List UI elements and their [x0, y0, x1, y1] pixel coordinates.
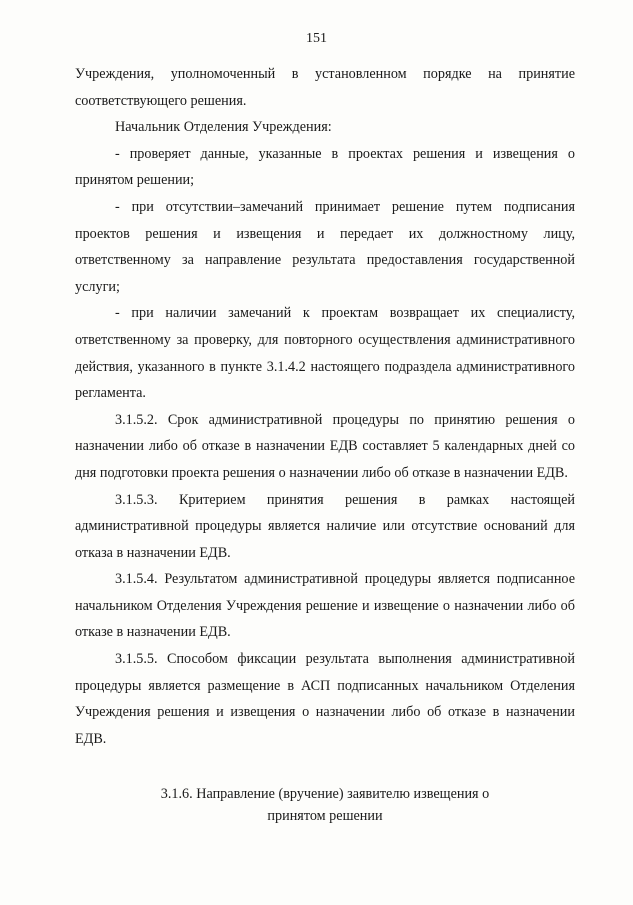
paragraph: - при наличии замечаний к проектам возвращает их специалисту, ответственному за проверку, для повторного осуществления административного действия, указанного в пункте 3.1.4.2 настоящего подраздела административного регламента. — [75, 305, 575, 402]
section-heading-line: принятом решении — [267, 808, 383, 824]
body-text — [75, 61, 575, 752]
paragraph: Начальник Отделения Учреждения: — [115, 119, 332, 136]
paragraph: 3.1.5.5. Способом фиксации результата выполнения административной процедуры является размещение в АСП подписанных начальником Отделения Учреждения решения и извещения о назначении либо об отказе в назначении ЕДВ. — [75, 651, 575, 747]
paragraph: - при отсутствии–замечаний принимает решение путем подписания проектов решения и извещения и передает их должностному лицу, ответственному за направление результата предоставления государственной услуги; — [75, 198, 575, 295]
paragraph: Учреждения, уполномоченный в установленном порядке на принятие соответствующего решения. — [75, 66, 575, 109]
paragraph: 3.1.5.3. Критерием принятия решения в рамках настоящей административной процедуры является наличие или отсутствие оснований для отказа в назначении ЕДВ. — [75, 491, 575, 561]
section-heading — [75, 783, 575, 827]
paragraph: 3.1.5.2. Срок административной процедуры по принятию решения о назначении либо об отказе в назначении ЕДВ составляет 5 календарных дней со дня подготовки проекта решения о назначении либо об отказе в назначении ЕДВ. — [75, 411, 575, 481]
section-heading-line: 3.1.6. Направление (вручение) заявителю извещения о — [160, 786, 490, 802]
paragraph: - проверяет данные, указанные в проектах решения и извещения о принятом решении; — [75, 145, 575, 189]
page-number: 151 — [306, 31, 327, 46]
paragraph: 3.1.5.4. Результатом административной процедуры является подписанное начальником Отделения Учреждения решение и извещение о назначении либо об отказе в назначении ЕДВ. — [75, 571, 575, 641]
